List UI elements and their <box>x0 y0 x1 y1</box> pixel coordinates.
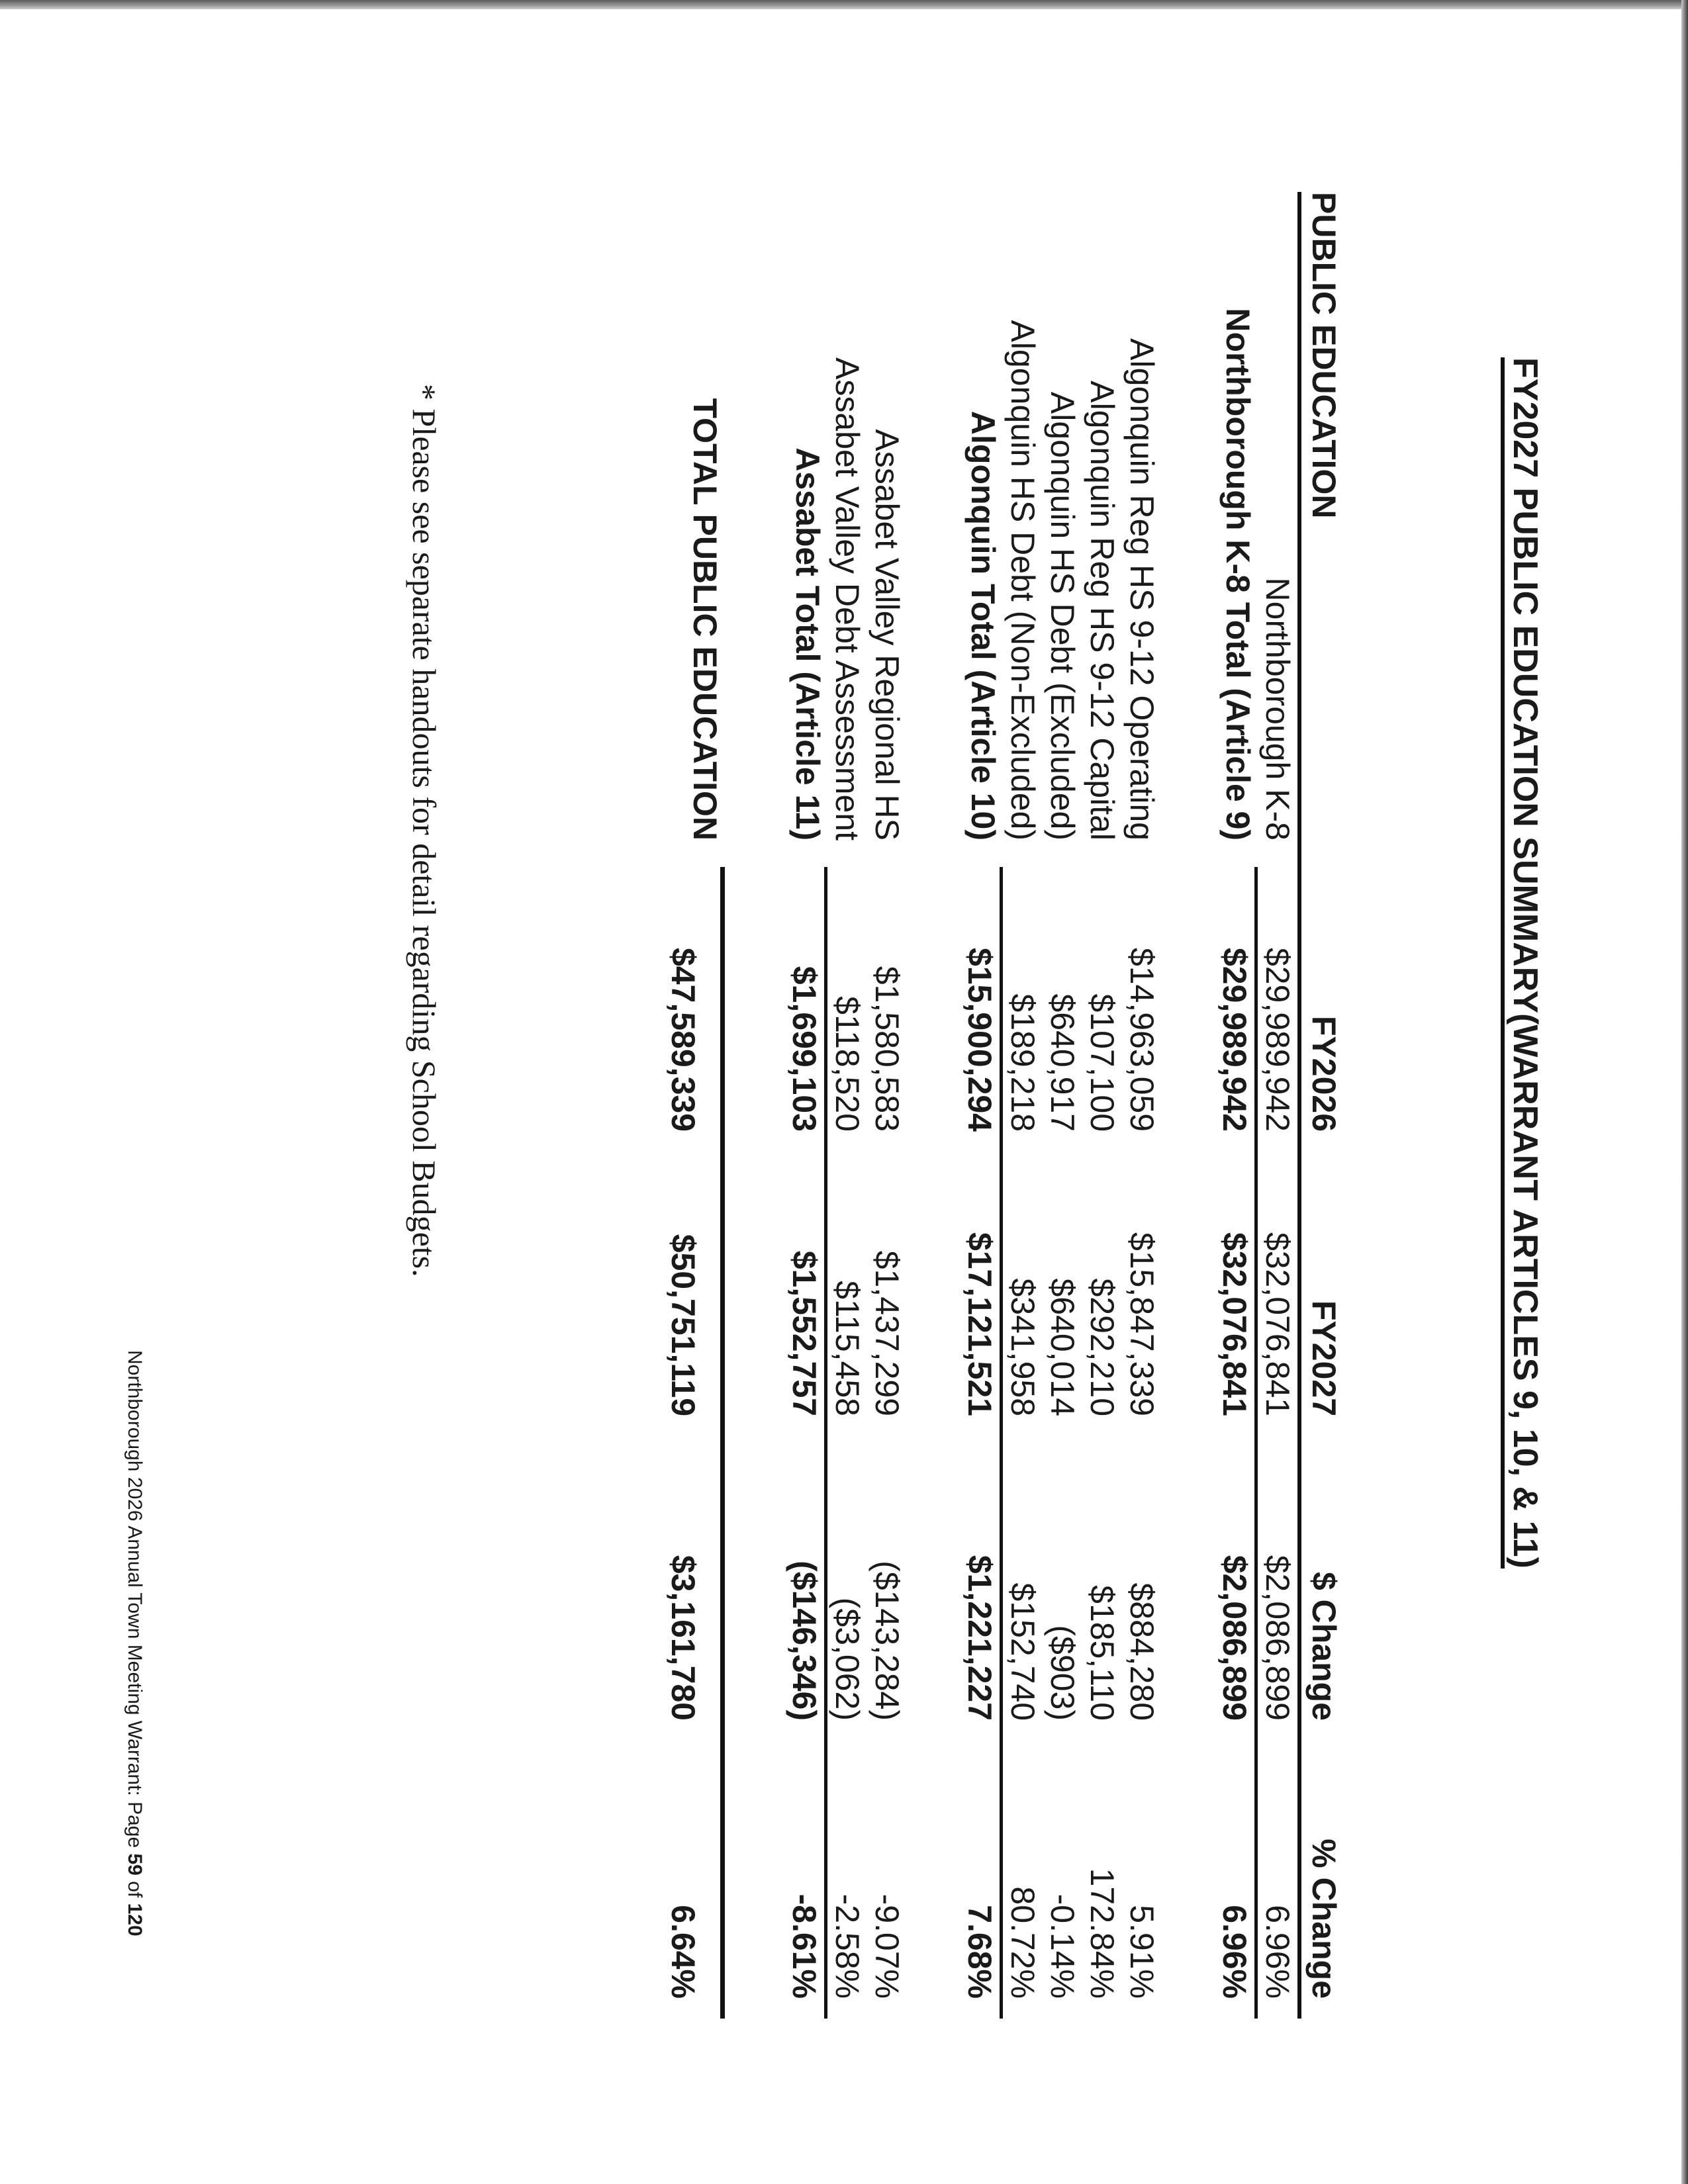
row-label: Algonquin HS Debt (Non-Excluded) <box>1004 320 1041 841</box>
row-fy2026: $107,100 <box>1084 993 1121 1132</box>
row-fy2026: $29,989,942 <box>1215 867 1258 1152</box>
row-fy2026: $47,589,339 <box>663 867 725 1152</box>
row-fy2026: $1,580,583 <box>868 966 906 1132</box>
row-label: Assabet Valley Regional HS <box>868 429 906 841</box>
row-percent-change: 172.84% <box>1084 1868 1121 1999</box>
row-fy2027: $292,210 <box>1084 1278 1121 1416</box>
row-fy2027: $640,014 <box>1044 1278 1081 1416</box>
row-label: TOTAL PUBLIC EDUCATION <box>686 398 724 841</box>
footnote: * Please see separate handouts for detail regarding School Budgets. <box>406 384 443 1277</box>
spacer <box>725 1741 784 2019</box>
row-dollar-change: ($146,346) <box>784 1436 827 1741</box>
row-fy2026: $189,218 <box>1004 993 1041 1132</box>
spacer <box>1162 1436 1215 1741</box>
spacer <box>907 1741 960 2019</box>
row-dollar-change: $3,161,780 <box>663 1436 725 1741</box>
spacer <box>1162 192 1215 867</box>
spacer <box>907 192 960 867</box>
spacer <box>1162 1741 1215 2019</box>
row-label: Northborough K-8 Total (Article 9) <box>1219 308 1256 841</box>
row-dollar-change: $884,280 <box>1123 1582 1160 1721</box>
row-fy2027: $17,121,521 <box>960 1152 1003 1436</box>
spacer <box>1162 1152 1215 1436</box>
row-fy2027: $1,552,757 <box>784 1152 827 1436</box>
page-title: FY2027 PUBLIC EDUCATION SUMMARY(WARRANT ARTICLES 9, 10, & 11) <box>1501 357 1546 1569</box>
row-fy2026: $14,963,059 <box>1123 947 1160 1132</box>
row-percent-change: 6.96% <box>1259 1905 1296 1999</box>
row-dollar-change: ($903) <box>1044 1625 1081 1721</box>
spacer <box>725 192 784 867</box>
footer-page-total: 120 <box>124 1903 146 1936</box>
row-dollar-change: $1,221,227 <box>960 1436 1003 1741</box>
column-header-fy2026: FY2026 <box>1297 867 1344 1152</box>
row-percent-change: -9.07% <box>868 1893 906 1999</box>
spacer <box>1162 867 1215 1152</box>
row-percent-change: 6.64% <box>663 1741 725 2019</box>
column-header-dollar-change: $ Change <box>1297 1436 1344 1741</box>
row-fy2026: $640,917 <box>1044 993 1081 1132</box>
row-fy2027: $32,076,841 <box>1215 1152 1258 1436</box>
row-label: Algonquin Total (Article 10) <box>964 410 1002 841</box>
column-header-percent-change: % Change <box>1297 1741 1344 2019</box>
row-dollar-change: ($3,062) <box>829 1597 866 1721</box>
page-footer <box>123 1350 146 1936</box>
row-percent-change: 6.96% <box>1215 1741 1258 2019</box>
row-fy2026: $15,900,294 <box>960 867 1003 1152</box>
spacer <box>725 1152 784 1436</box>
row-label: Algonquin HS Debt (Excluded) <box>1044 391 1081 841</box>
row-label: Northborough K-8 <box>1259 577 1296 841</box>
row-percent-change: 80.72% <box>1004 1886 1041 1999</box>
row-dollar-change: $152,740 <box>1004 1582 1041 1721</box>
row-percent-change: -0.14% <box>1044 1893 1081 1999</box>
spacer <box>907 1152 960 1436</box>
row-fy2027: $115,458 <box>829 1281 866 1416</box>
row-dollar-change: $2,086,899 <box>1259 1555 1296 1721</box>
row-label: Assabet Total (Article 11) <box>789 447 826 841</box>
row-label: Algonquin Reg HS 9-12 Operating <box>1123 338 1160 841</box>
row-dollar-change: $2,086,899 <box>1215 1436 1258 1741</box>
row-dollar-change: $185,110 <box>1084 1585 1121 1721</box>
footer-text: Northborough 2026 Annual Town Meeting Warrant: Page <box>124 1350 146 1854</box>
row-percent-change: 7.68% <box>960 1741 1003 2019</box>
row-fy2027: $32,076,841 <box>1259 1232 1296 1416</box>
spacer <box>907 1436 960 1741</box>
row-label: Algonquin Reg HS 9-12 Capital <box>1084 381 1121 841</box>
row-percent-change: -2.58% <box>829 1893 866 1999</box>
spacer <box>725 867 784 1152</box>
row-fy2027: $50,751,119 <box>663 1152 725 1436</box>
row-fy2027: $341,958 <box>1004 1278 1041 1416</box>
section-header: PUBLIC EDUCATION <box>1297 192 1344 867</box>
footer-page-number: 59 <box>124 1853 146 1876</box>
row-fy2026: $118,520 <box>829 996 866 1132</box>
row-percent-change: 5.91% <box>1123 1905 1160 1999</box>
spacer <box>907 867 960 1152</box>
row-fy2027: $15,847,339 <box>1123 1232 1160 1416</box>
row-fy2026: $29,989,942 <box>1259 947 1296 1132</box>
row-dollar-change: ($143,284) <box>868 1561 906 1721</box>
column-header-fy2027: FY2027 <box>1297 1152 1344 1436</box>
row-fy2026: $1,699,103 <box>784 867 827 1152</box>
footer-of: of <box>124 1875 146 1903</box>
row-fy2027: $1,437,299 <box>868 1250 906 1416</box>
row-label: Assabet Valley Debt Assessment <box>829 357 866 841</box>
spacer <box>725 1436 784 1741</box>
row-percent-change: -8.61% <box>784 1741 827 2019</box>
budget-table <box>663 192 1344 2019</box>
